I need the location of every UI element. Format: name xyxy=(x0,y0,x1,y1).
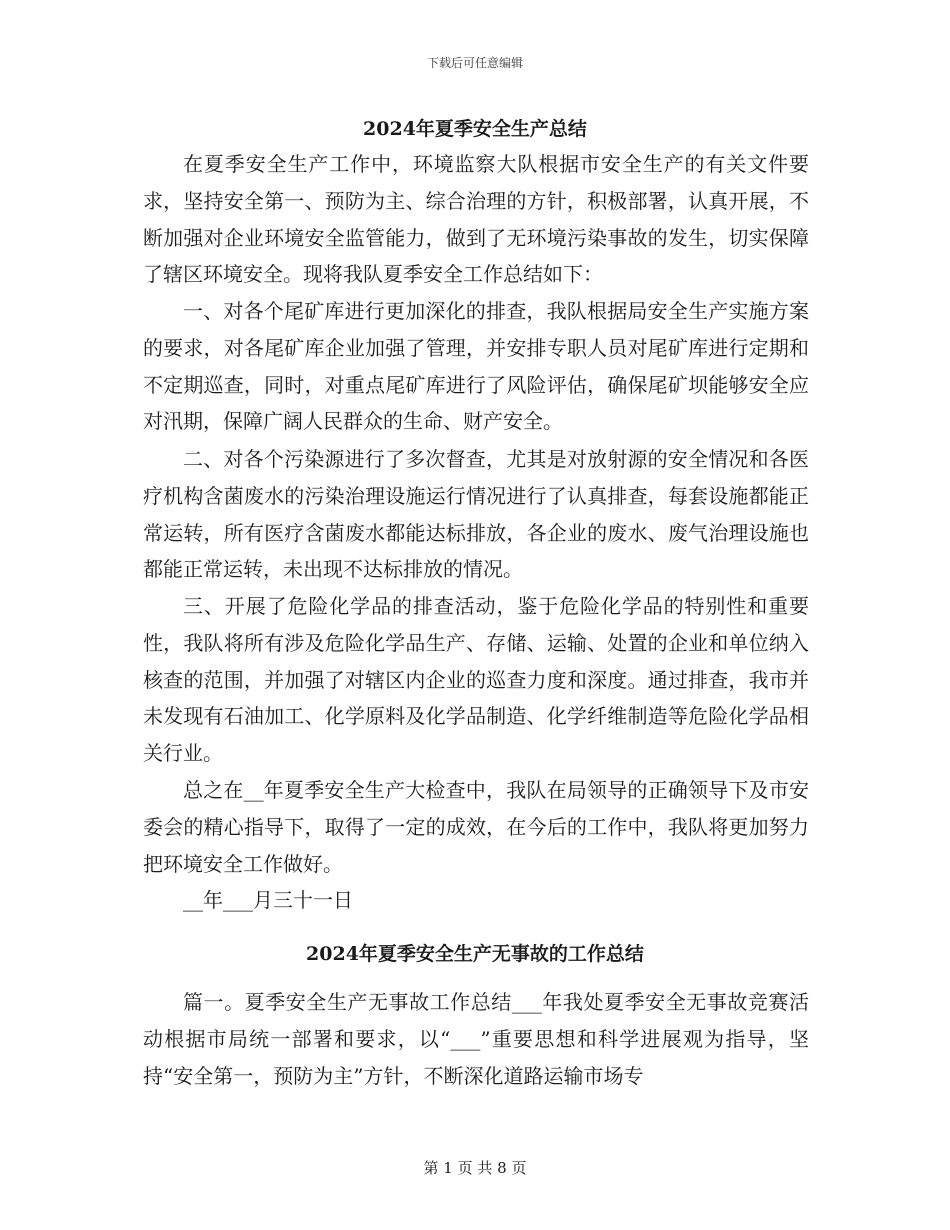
paragraph-section-2: 篇一。夏季安全生产无事故工作总结___年我处夏季安全无事故竞赛活动根据市局统一部署和要求，以“___”重要思想和科学进展观为指导，坚持“安全第一，预防为主”方针，不断深化道路运输市场专 xyxy=(143,990,809,1088)
section-title: 2024年夏季安全生产无事故的工作总结 xyxy=(306,943,644,965)
paragraph-date: __年___月三十一日 xyxy=(183,888,353,912)
paragraph-conclusion: 总之在__年夏季安全生产大检查中，我队在局领导的正确领导下及市安委会的精心指导下，取得了一定的成效，在今后的工作中，我队将更加努力把环境安全工作做好。 xyxy=(143,778,809,876)
paragraph-item-2: 二、对各个污染源进行了多次督查，尤其是对放射源的安全情况和各医疗机构含菌废水的污染治理设施运行情况进行了认真排查，每套设施都能正常运转，所有医疗含菌废水都能达标排放，各企业的废水、废气治理设施也都能正常运转，未出现不达标排放的情况。 xyxy=(143,447,809,582)
paragraph-intro: 在夏季安全生产工作中，环境监察大队根据市安全生产的有关文件要求，坚持安全第一、预防为主、综合治理的方针，积极部署，认真开展，不断加强对企业环境安全监管能力，做到了无环境污染事故的发生，切实保障了辖区环境安全。现将我队夏季安全工作总结如下： xyxy=(143,152,809,287)
document-title: 2024年夏季安全生产总结 xyxy=(363,118,587,140)
paragraph-item-3: 三、开展了危险化学品的排查活动，鉴于危险化学品的特别性和重要性，我队将所有涉及危险化学品生产、存储、运输、处置的企业和单位纳入核查的范围，并加强了对辖区内企业的巡查力度和深度。通过排查，我市并未发现有石油加工、化学原料及化学品制造、化学纤维制造等危险化学品相关行业。 xyxy=(143,594,809,766)
paragraph-item-1: 一、对各个尾矿库进行更加深化的排查，我队根据局安全生产实施方案的要求，对各尾矿库企业加强了管理，并安排专职人员对尾矿库进行定期和不定期巡查，同时，对重点尾矿库进行了风险评估，确保尾矿坝能够安全应对汛期，保障广阔人民群众的生命、财产安全。 xyxy=(143,299,809,434)
header-note: 下载后可任意编辑 xyxy=(426,56,523,70)
page-number: 第 1 页 共 8 页 xyxy=(423,1159,527,1177)
